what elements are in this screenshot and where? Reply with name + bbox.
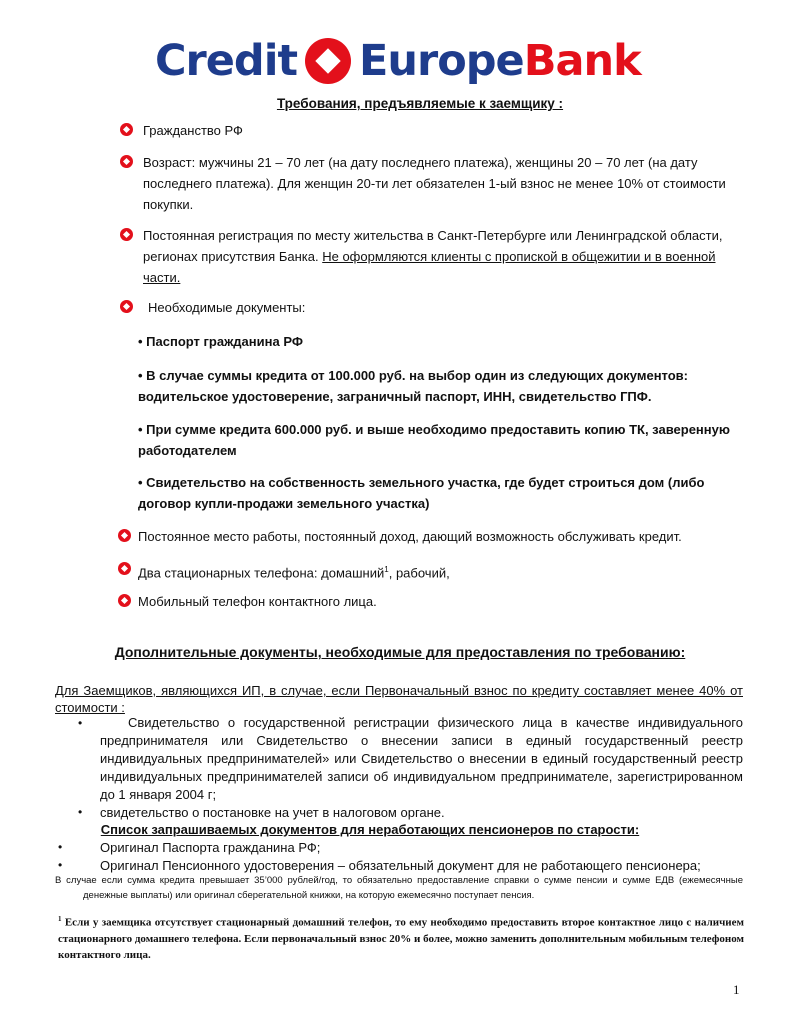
- requirement-text: [138, 559, 740, 583]
- requirement-text: Гражданство РФ: [143, 123, 243, 138]
- red-diamond-bullet-icon: [118, 529, 131, 542]
- requirement-item: [120, 120, 740, 141]
- page-title: Требования, предъявляемые к заемщику :: [276, 96, 564, 111]
- page-number: 1: [733, 982, 740, 997]
- document-item: • Свидетельство на собственность земельного участка, где будет строиться дом (либо договор купли-продажи земельного участка): [138, 475, 705, 511]
- requirement-item: [120, 559, 740, 583]
- logo-europe: Europe: [359, 36, 524, 86]
- footnote: [58, 911, 744, 963]
- logo-diamond-icon: [305, 38, 351, 84]
- pensioners-note: В случае если сумма кредита превышает 35’000 рублей/год, то обязательно предоставление справки о сумме пенсии и сумме ЕДВ (ежемесячные денежные выплаты) или оригинал сберегательной книжки, на которую ежемесячно поступает пенсия.: [55, 875, 743, 901]
- footnote-number: 1: [58, 915, 62, 923]
- additional-documents-title: Дополнительные документы, необходимые для предоставления по требованию:: [114, 644, 686, 660]
- footnote-text: Если у заемщика отсутствует стационарный домашний телефон, то ему необходимо предоставить второе контактное лицо с наличием стационарного домашнего телефона. Если первоначальный взнос 20% и более, можно заменить дополнительным мобильным телефоном контактного лица.: [58, 916, 744, 961]
- pensioner-document: Оригинал Пенсионного удостоверения – обязательный документ для не работающего пенсионера;: [100, 858, 701, 873]
- bullet: •: [58, 858, 63, 872]
- phones-suffix: , рабочий,: [388, 565, 450, 581]
- ip-document: свидетельство о постановке на учет в налоговом органе.: [100, 805, 445, 820]
- ip-document: Свидетельство о государственной регистрации физического лица в качестве индивидуального предпринимателя или Свидетельство о внесении записи в единый государственный реестр индивидуальных предпринимателей» или Свидетельство о внесении в единый государственный реестр индивидуальных предпринимателей записи об индивидуальном предпринимателе, зарегистрированном до 1 января 2004 г;: [100, 715, 743, 802]
- requirement-item: [120, 225, 740, 288]
- requirement-item: [120, 152, 740, 215]
- phones-text: Два стационарных телефона: домашний: [138, 565, 385, 581]
- requirement-text: [143, 225, 740, 288]
- requirement-item: [120, 297, 740, 318]
- registration-text: Постоянная регистрация по месту жительства в Санкт-Петербурге или Ленинградской области, регионах присутствия Банка.: [143, 228, 723, 264]
- logo-bank: Bank: [523, 36, 641, 86]
- red-diamond-bullet-icon: [118, 594, 131, 607]
- red-diamond-bullet-icon: [120, 228, 133, 241]
- red-diamond-bullet-icon: [120, 155, 133, 168]
- bullet: •: [78, 805, 83, 819]
- bullet: •: [58, 840, 63, 854]
- red-diamond-bullet-icon: [120, 300, 133, 313]
- requirement-text: Необходимые документы:: [148, 300, 306, 315]
- logo-credit: Credit: [155, 36, 298, 86]
- bullet: •: [78, 716, 83, 730]
- pensioner-document: Оригинал Паспорта гражданина РФ;: [100, 840, 321, 855]
- red-diamond-bullet-icon: [118, 562, 131, 575]
- document-item: • Паспорт гражданина РФ: [138, 334, 303, 349]
- requirement-text: Постоянное место работы, постоянный доход, дающий возможность обслуживать кредит.: [138, 529, 682, 544]
- pensioners-title: Список запрашиваемых документов для неработающих пенсионеров по старости:: [100, 822, 640, 837]
- credit-europe-bank-logo: [155, 36, 641, 86]
- document-item: • В случае суммы кредита от 100.000 руб. на выбор один из следующих документов: водительское удостоверение, заграничный паспорт, ИНН, свидетельство ГПФ.: [138, 368, 689, 404]
- requirement-item: [120, 526, 740, 547]
- requirement-text: Мобильный телефон контактного лица.: [138, 594, 377, 609]
- requirement-text: Возраст: мужчины 21 – 70 лет (на дату последнего платежа), женщины 20 – 70 лет (на дату последнего платежа). Для женщин 20-ти лет обязателен 1-ый взнос не менее 10% от стоимости покупки.: [143, 155, 726, 212]
- red-diamond-bullet-icon: [120, 123, 133, 136]
- ip-intro: Для Заемщиков, являющихся ИП, в случае, если Первоначальный взнос по кредиту составляет менее 40% от стоимости :: [55, 683, 743, 715]
- registration-note: Не оформляются клиенты с пропиской в общежитии и в военной части.: [143, 249, 716, 285]
- requirement-item: [120, 591, 740, 612]
- footnote-ref: 1: [384, 565, 389, 574]
- document-item: • При сумме кредита 600.000 руб. и выше необходимо предоставить копию ТК, заверенную работодателем: [138, 422, 730, 458]
